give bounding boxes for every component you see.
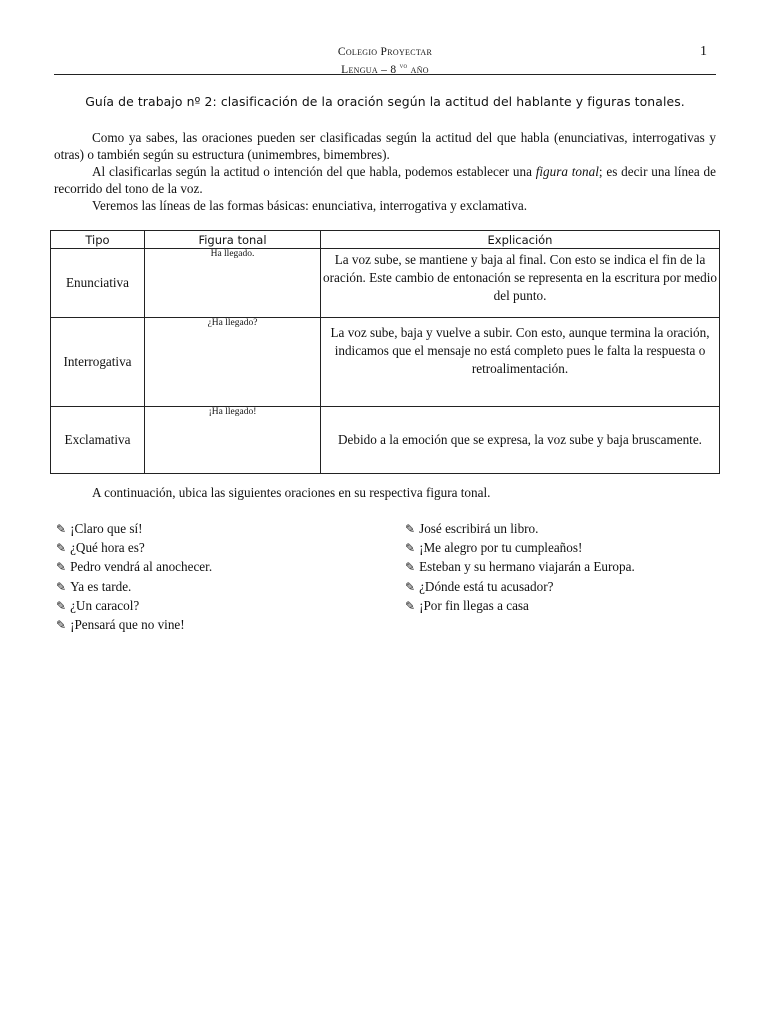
pencil-icon: ✎ — [405, 579, 416, 594]
figura-cell: ¡Ha llegado! — [145, 407, 321, 474]
pencil-icon: ✎ — [405, 598, 416, 613]
table-row — [51, 249, 720, 318]
list-item — [56, 519, 212, 538]
header-explicacion: Explicación — [321, 231, 720, 249]
table-row — [51, 407, 720, 474]
table-row — [51, 318, 720, 407]
intro-p2-end: ; es decir una línea de recorrido del tono de la voz. — [54, 164, 716, 196]
pencil-icon: ✎ — [405, 560, 416, 575]
list-item — [56, 557, 212, 576]
course-label: Lengua – 8 — [341, 63, 397, 76]
course-ordinal: vo — [399, 62, 408, 70]
pencil-icon: ✎ — [56, 541, 67, 556]
list-item — [56, 596, 212, 615]
pencil-icon: ✎ — [56, 522, 67, 536]
guide-title: Guía de trabajo nº 2: clasificación de la oración según la actitud del hablante y figuras tonales. — [85, 94, 685, 109]
intro-paragraph-2 — [54, 163, 716, 197]
list-item — [56, 538, 212, 557]
header-tipo: Tipo — [51, 231, 145, 249]
list-item — [405, 596, 635, 615]
sentence-text: ¡Por fin llegas a casa — [419, 597, 529, 613]
sentence-text: Pedro vendrá al anochecer. — [70, 559, 213, 575]
list-item — [405, 577, 635, 596]
list-item — [56, 577, 212, 596]
tipo-cell: Enunciativa — [51, 249, 145, 318]
list-item — [405, 538, 635, 557]
pencil-icon: ✎ — [56, 598, 67, 613]
explicacion-cell: Debido a la emoción que se expresa, la voz sube y baja bruscamente. — [321, 407, 720, 474]
intro-paragraph-3: Veremos las líneas de las formas básicas: enunciativa, interrogativa y exclamativa. — [92, 198, 528, 213]
sentence-list-left — [56, 519, 212, 634]
page-number: 1 — [700, 44, 707, 59]
pencil-icon: ✎ — [56, 579, 67, 594]
intro-p2-start: Al clasificarlas según la actitud o intención del que habla, podemos establecer una — [92, 164, 536, 179]
figura-cell: Ha llegado. — [145, 249, 321, 318]
sentence-list-right — [405, 519, 635, 615]
sentence-text: ¿Un caracol? — [70, 597, 140, 613]
sentence-text: ¿Dónde está tu acusador? — [419, 578, 554, 594]
pencil-icon: ✎ — [56, 617, 67, 632]
intro-paragraph-1: Como ya sabes, las oraciones pueden ser clasificadas según la actitud del que habla (enunciativas, interrogativas y otras) o también según su estructura (unimembres, bimembres). — [54, 130, 716, 162]
pencil-icon: ✎ — [405, 522, 416, 536]
tipo-cell: Exclamativa — [51, 407, 145, 474]
sentence-text: ¡Pensará que no vine! — [70, 616, 185, 632]
header-figura-tonal: Figura tonal — [145, 231, 321, 249]
intro-text — [54, 129, 716, 214]
course-suffix: año — [410, 63, 429, 76]
sentence-text: ¡Me alegro por tu cumpleaños! — [419, 540, 583, 556]
list-item — [56, 615, 212, 634]
explicacion-cell: La voz sube, se mantiene y baja al final. Con esto se indica el fin de la oración. Este cambio de entonación se representa en la escritura por medio del punto. — [321, 249, 720, 318]
explicacion-cell: La voz sube, baja y vuelve a subir. Con esto, aunque termina la oración, indicamos que el mensaje no está completo pues le falta la respuesta o retroalimentación. — [321, 318, 720, 407]
sentence-text: ¿Qué hora es? — [70, 540, 145, 556]
pencil-icon: ✎ — [56, 560, 67, 575]
sentence-text: Esteban y su hermano viajarán a Europa. — [419, 559, 635, 575]
table-header-row — [51, 231, 720, 249]
list-item — [405, 557, 635, 576]
tonal-figures-table — [50, 230, 720, 474]
sentence-text: ¡Claro que sí! — [70, 521, 143, 536]
sentence-text: José escribirá un libro. — [419, 521, 539, 536]
intro-p2-emphasis: figura tonal — [535, 164, 599, 179]
school-name: Colegio Proyectar — [337, 46, 433, 58]
pencil-icon: ✎ — [405, 541, 416, 556]
figura-cell: ¿Ha llegado? — [145, 318, 321, 407]
exercise-instruction: A continuación, ubica las siguientes oraciones en su respectiva figura tonal. — [92, 485, 491, 500]
document-header — [54, 45, 716, 77]
tipo-cell: Interrogativa — [51, 318, 145, 407]
sentence-text: Ya es tarde. — [70, 578, 132, 594]
header-divider — [54, 74, 716, 75]
list-item — [405, 519, 635, 538]
